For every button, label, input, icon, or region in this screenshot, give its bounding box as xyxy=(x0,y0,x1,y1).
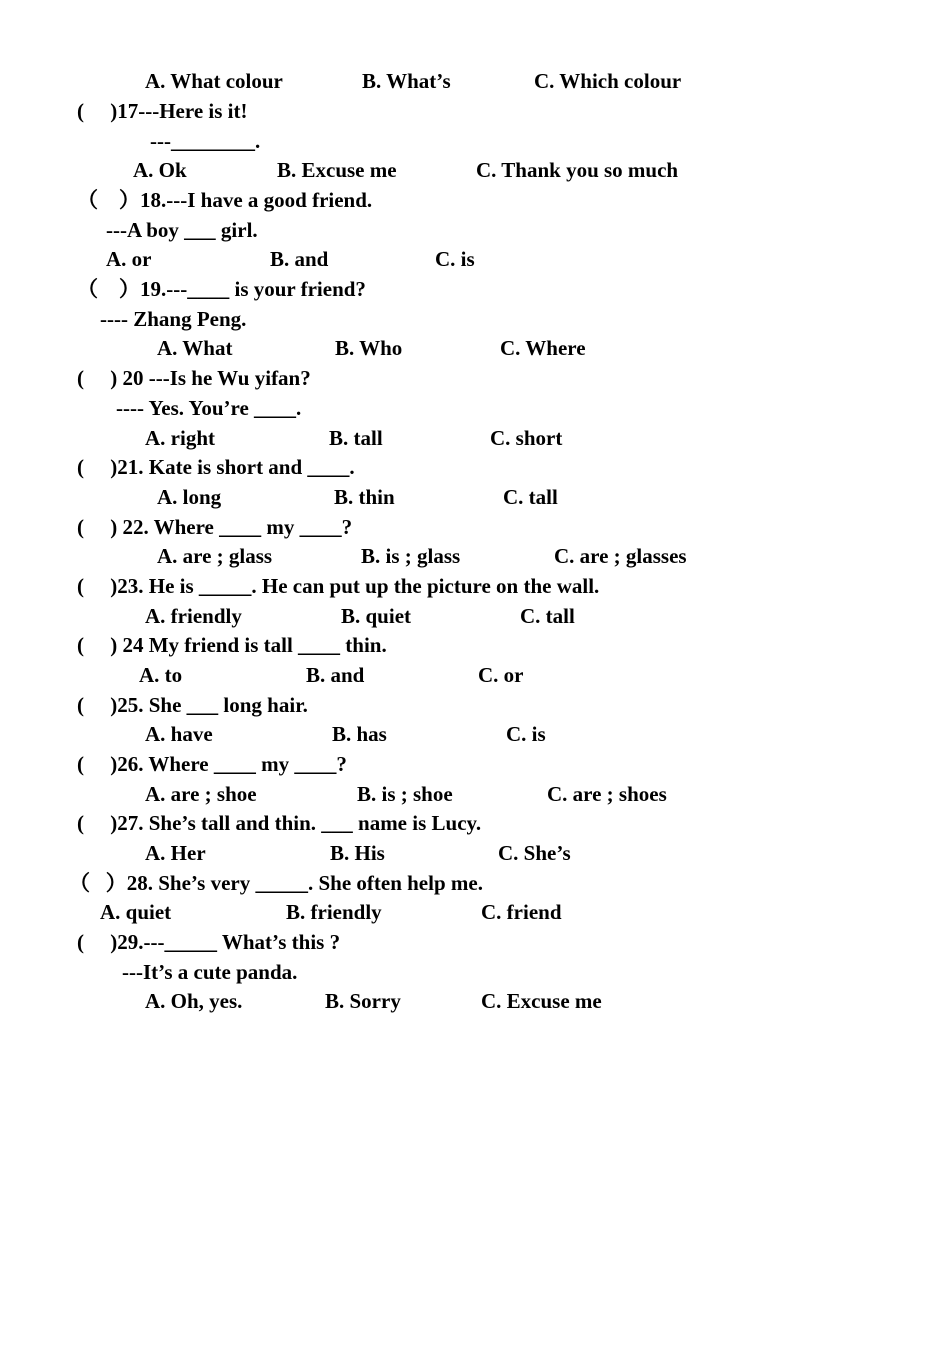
answer-option: C. is xyxy=(506,722,546,746)
question-line: ( )29.---_____ What’s this ? xyxy=(77,930,341,954)
answer-option: C. or xyxy=(478,663,524,687)
question-line: ( ) 24 My friend is tall ____ thin. xyxy=(77,633,387,657)
answer-option: C. tall xyxy=(503,485,558,509)
answer-option: A. friendly xyxy=(145,604,242,628)
answer-option: B. thin xyxy=(334,485,395,509)
answer-option: C. Thank you so much xyxy=(476,158,679,182)
answer-option: C. short xyxy=(490,426,563,450)
answer-option: B. has xyxy=(332,722,387,746)
answer-option: B. is ; shoe xyxy=(357,782,453,806)
answer-option: C. Where xyxy=(500,336,586,360)
answer-option: B. His xyxy=(330,841,385,865)
question-line: ---________. xyxy=(150,129,261,153)
question-line: ( )27. She’s tall and thin. ___ name is Lucy. xyxy=(77,811,482,835)
answer-option: B. and xyxy=(306,663,365,687)
answer-option: C. Which colour xyxy=(534,69,682,93)
answer-option: A. to xyxy=(139,663,183,687)
answer-option: C. She’s xyxy=(498,841,571,865)
question-line: （ ）19.---____ is your friend? xyxy=(77,277,366,301)
answer-option: A. Her xyxy=(145,841,206,865)
question-line: ( )25. She ___ long hair. xyxy=(77,693,308,717)
answer-option: C. are ; glasses xyxy=(554,544,687,568)
answer-option: B. Excuse me xyxy=(277,158,397,182)
answer-option: A. What xyxy=(157,336,233,360)
answer-option: B. friendly xyxy=(286,900,382,924)
question-line: ---A boy ___ girl. xyxy=(106,218,258,242)
answer-option: A. Ok xyxy=(133,158,187,182)
answer-option: A. What colour xyxy=(145,69,283,93)
answer-option: C. is xyxy=(435,247,475,271)
answer-option: A. are ; glass xyxy=(157,544,273,568)
answer-option: A. have xyxy=(145,722,213,746)
answer-option: B. Who xyxy=(335,336,403,360)
answer-option: A. long xyxy=(157,485,222,509)
answer-option: B. tall xyxy=(329,426,383,450)
question-line: ( ) 20 ---Is he Wu yifan? xyxy=(77,366,311,390)
question-line: ( )26. Where ____ my ____? xyxy=(77,752,347,776)
answer-option: A. quiet xyxy=(100,900,172,924)
question-line: （ ）18.---I have a good friend. xyxy=(77,188,373,212)
answer-option: C. Excuse me xyxy=(481,989,602,1013)
answer-option: B. What’s xyxy=(362,69,451,93)
question-line: ---It’s a cute panda. xyxy=(122,960,298,984)
question-line: ---- Zhang Peng. xyxy=(100,307,247,331)
answer-option: C. are ; shoes xyxy=(547,782,667,806)
question-line: （ ）28. She’s very _____. She often help me. xyxy=(69,871,483,895)
answer-option: B. Sorry xyxy=(325,989,401,1013)
question-line: ( )21. Kate is short and ____. xyxy=(77,455,355,479)
answer-option: A. or xyxy=(106,247,152,271)
answer-option: C. tall xyxy=(520,604,575,628)
question-line: ( )23. He is _____. He can put up the picture on the wall. xyxy=(77,574,600,598)
question-line: ( ) 22. Where ____ my ____? xyxy=(77,515,353,539)
answer-option: A. are ; shoe xyxy=(145,782,257,806)
answer-option: A. Oh, yes. xyxy=(145,989,243,1013)
question-line: ( )17---Here is it! xyxy=(77,99,248,123)
answer-option: C. friend xyxy=(481,900,562,924)
answer-option: B. is ; glass xyxy=(361,544,461,568)
question-line: ---- Yes. You’re ____. xyxy=(116,396,302,420)
answer-option: A. right xyxy=(145,426,215,450)
answer-option: B. and xyxy=(270,247,329,271)
answer-option: B. quiet xyxy=(341,604,412,628)
